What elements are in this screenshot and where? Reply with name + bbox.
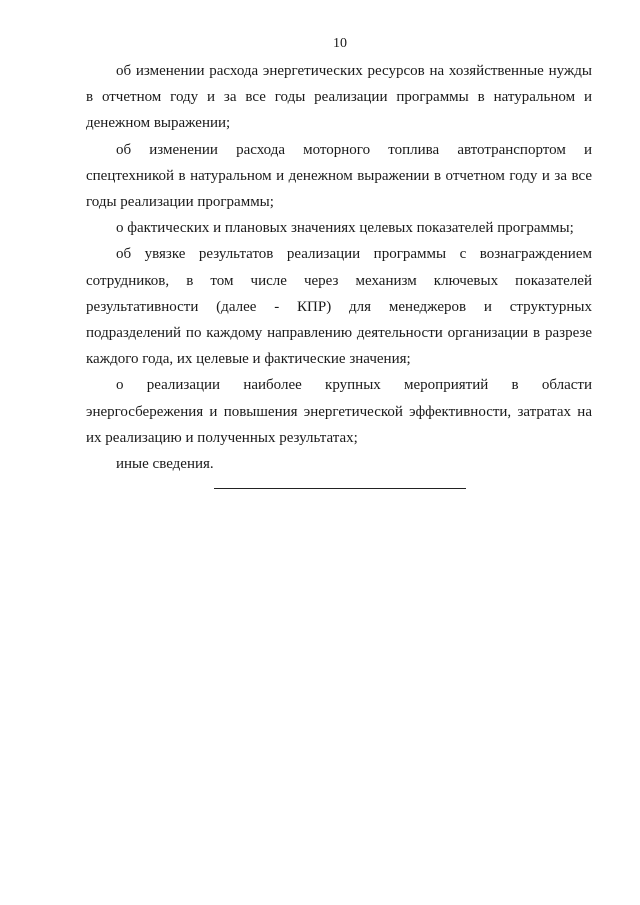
paragraph: о реализации наиболее крупных мероприятий в области энергосбережения и повышения энергетической эффективности, затратах на их реализацию и полученных результатах;: [86, 377, 592, 446]
paragraph: о фактических и плановых значениях целевых показателей программы;: [116, 220, 574, 237]
document-body: [86, 58, 592, 477]
paragraph: об изменении расхода моторного топлива автотранспортом и спецтехникой в натуральном и денежном выражении в отчетном году и за все годы реализации программы;: [86, 141, 592, 211]
paragraph: иные сведения.: [116, 456, 214, 473]
paragraph: об увязке результатов реализации программы с вознаграждением сотрудников, в том числе через механизм ключевых показателей результативности (далее - КПР) для менеджеров и структурных подразделений по каждому направлению деятельности организации в разрезе каждого года, их целевые и фактические значения;: [86, 246, 592, 368]
end-divider-line: [214, 488, 466, 489]
page-number: 10: [333, 36, 347, 51]
paragraph: об изменении расхода энергетических ресурсов на хозяйственные нужды в отчетном году и за все годы реализации программы в натуральном и денежном выражении;: [86, 63, 592, 132]
